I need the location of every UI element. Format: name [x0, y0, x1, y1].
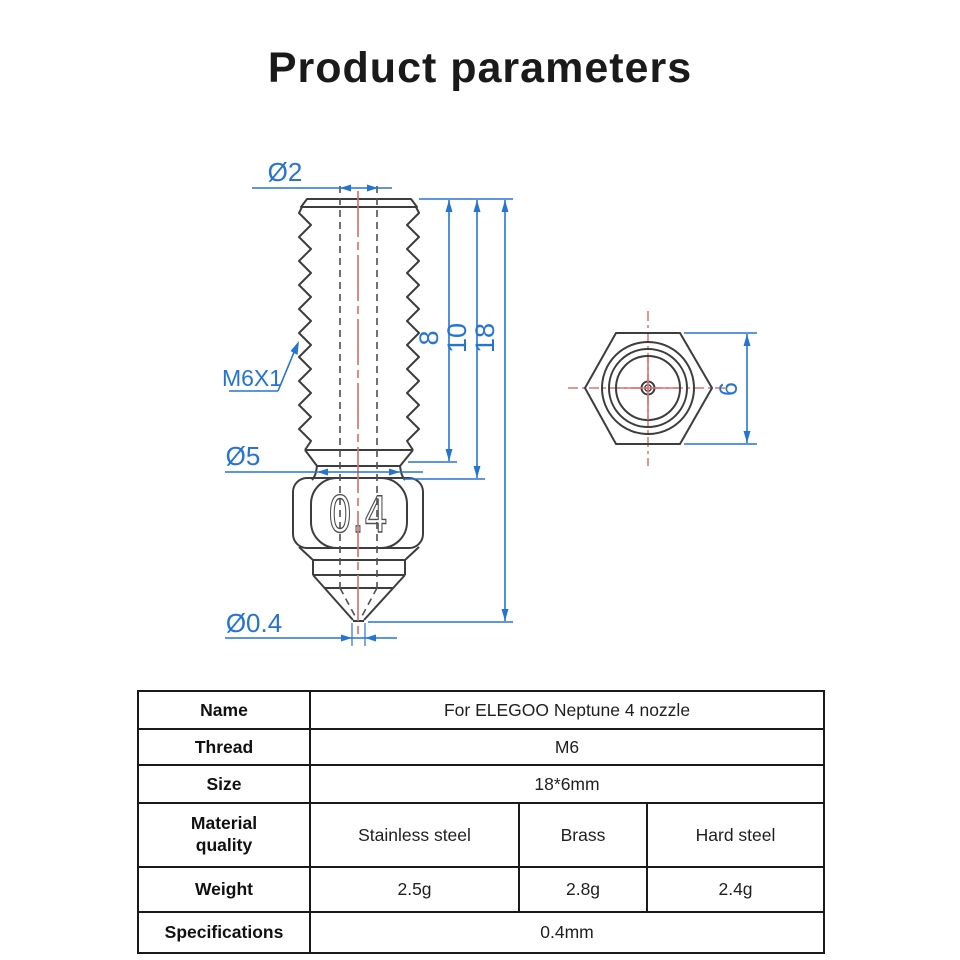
- dim-label-10: 10: [442, 322, 472, 354]
- row-label-thread: Thread: [138, 729, 310, 765]
- row-label-weight: Weight: [138, 867, 310, 912]
- dim-label-6: 6: [715, 382, 743, 396]
- table-row-name: [138, 691, 824, 729]
- nozzle-cone: [313, 575, 405, 621]
- value-weight-3: 2.4g: [647, 867, 824, 912]
- thread-right-edge: [407, 207, 419, 450]
- spec-table: [137, 690, 825, 954]
- row-label-name: Name: [138, 691, 310, 729]
- table-row-specifications: [138, 912, 824, 953]
- page-title: Product parameters: [267, 44, 693, 92]
- table-row-thread: [138, 729, 824, 765]
- row-label-size: Size: [138, 765, 310, 803]
- value-thread: M6: [310, 729, 824, 765]
- dim-label-8: 8: [414, 330, 444, 346]
- table-row-material: [138, 803, 824, 867]
- dim-label-top-diameter: Ø2: [267, 157, 303, 187]
- row-label-material: Material quality: [138, 803, 310, 867]
- dim-label-collar-diameter: Ø5: [225, 441, 261, 471]
- dim-label-thread-spec: M6X1: [221, 365, 283, 391]
- thread-top-cap: [301, 199, 417, 207]
- nozzle-top-view: [568, 311, 757, 466]
- value-material-2: Brass: [519, 803, 647, 867]
- dim-label-tip-diameter: Ø0.4: [225, 608, 283, 638]
- value-weight-2: 2.8g: [519, 867, 647, 912]
- dim-label-18: 18: [470, 322, 500, 354]
- row-label-specifications: Specifications: [138, 912, 310, 953]
- value-weight-1: 2.5g: [310, 867, 519, 912]
- value-specifications: 0.4mm: [310, 912, 824, 953]
- table-row-size: [138, 765, 824, 803]
- value-size: 18*6mm: [310, 765, 824, 803]
- value-material-3: Hard steel: [647, 803, 824, 867]
- nozzle-marking-text: 0.4: [328, 486, 388, 544]
- table-row-weight: [138, 867, 824, 912]
- value-material-1: Stainless steel: [310, 803, 519, 867]
- front-dimensions: [222, 157, 513, 646]
- value-name: For ELEGOO Neptune 4 nozzle: [310, 691, 824, 729]
- thread-left-edge: [299, 207, 311, 450]
